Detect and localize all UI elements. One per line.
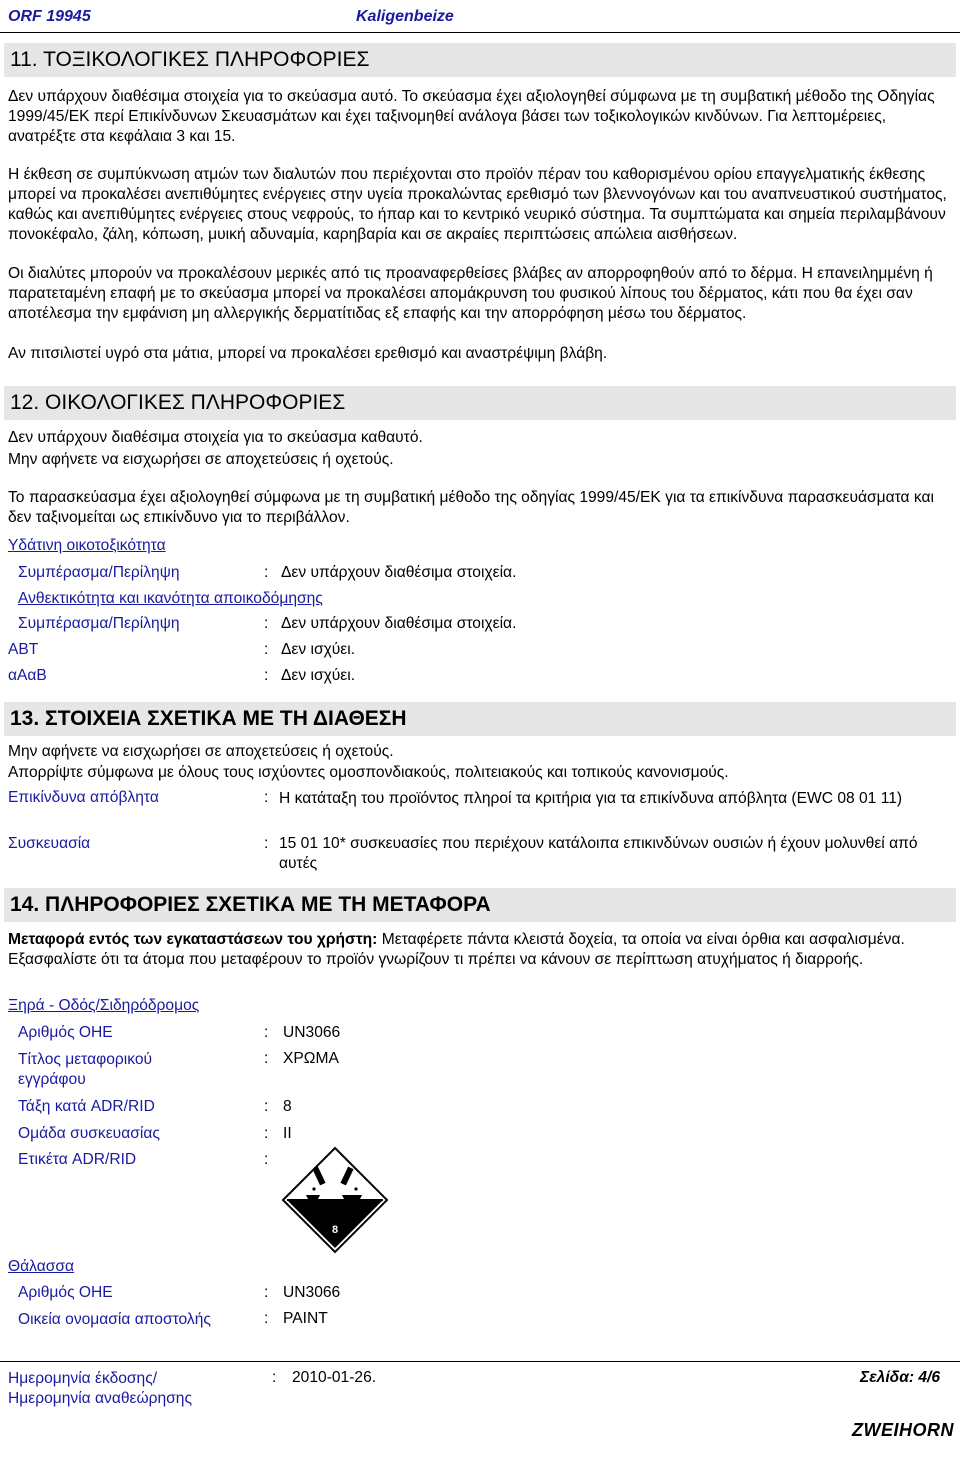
proper-shipping-name-label: Οικεία ονομασία αποστολής	[18, 1311, 211, 1328]
corrosive-pictogram	[280, 1145, 390, 1255]
vpvb-label: αΑαΒ	[8, 667, 47, 684]
corrosive-diamond-icon	[280, 1145, 390, 1255]
aquatic-ecotoxicity-heading: Υδάτινη οικοτοξικότητα	[8, 537, 166, 554]
un-number-value: UN3066	[283, 1024, 341, 1041]
zweihorn-logo: ZWEIHORN	[852, 1420, 954, 1440]
on-site-transport-label: Μεταφορά εντός των εγκαταστάσεων του χρήστη:	[8, 931, 378, 948]
footer-divider	[0, 1361, 960, 1362]
colon: :	[264, 1098, 269, 1115]
colon: :	[264, 1050, 269, 1067]
land-transport-heading: Ξηρά - Οδός/Σιδηρόδρομος	[8, 997, 200, 1014]
hazardous-waste-label: Επικίνδυνα απόβλητα	[8, 789, 159, 806]
packing-group-value: II	[283, 1125, 292, 1142]
colon: :	[264, 1310, 269, 1327]
vpvb-value: Δεν ισχύει.	[281, 667, 356, 684]
hazard-class-number: 8	[331, 1224, 339, 1236]
section-13-title: 13. ΣΤΟΙΧΕΙΑ ΣΧΕΤΙΚΑ ΜΕ ΤΗ ΔΙΑΘΕΣΗ	[4, 702, 956, 736]
conclusion-value-1: Δεν υπάρχουν διαθέσιμα στοιχεία.	[281, 564, 517, 581]
page-number: Σελίδα: 4/6	[860, 1369, 941, 1386]
packing-group-label: Ομάδα συσκευασίας	[18, 1125, 160, 1142]
sea-un-number-value: UN3066	[283, 1284, 341, 1301]
shipping-doc-title-label: Τίτλος μεταφορικού εγγράφου	[18, 1051, 153, 1088]
adr-class-value: 8	[283, 1098, 292, 1115]
colon: :	[264, 835, 269, 852]
section-11-title: 11. ΤΟΞΙΚΟΛΟΓΙΚΕΣ ΠΛΗΡΟΦΟΡΙΕΣ	[4, 43, 956, 77]
section-14-title: 14. ΠΛΗΡΟΦΟΡΙΕΣ ΣΧΕΤΙΚΑ ΜΕ ΤΗ ΜΕΤΑΦΟΡΑ	[4, 888, 956, 922]
pbt-label: ΑΒΤ	[8, 641, 39, 658]
sec11-paragraph-2: Η έκθεση σε συμπύκνωση ατμών των διαλυτών που περιέχονται στο προϊόν πέραν του καθορισμένου ορίου επαγγελματικής έκθεσης μπορεί να προκαλέσει ανεπιθύμητες ενέργειες στην υγεία προκαλώντας ερεθισμό των βλεννογόνων και του αναπνευστικού συστήματος, καθώς και ανεπιθύμητες ενέργειες στους νεφρούς, το ήπαρ και το κεντρικό νευρικό σύστημα. Τα συμπτώματα και σημεία περιλαμβάνουν πονοκέφαλο, ζάλη, κόπωση, μυική αδυναμία, καρηβαρία και σε ακραίες περιπτώσεις απώλεια αισθήσεων.	[8, 166, 947, 243]
sea-un-number-label: Αριθμός ΟΗΕ	[18, 1284, 113, 1301]
header-divider	[0, 32, 960, 33]
adr-class-label: Τάξη κατά ADR/RID	[18, 1098, 155, 1115]
colon: :	[264, 564, 269, 581]
sec13-paragraph-1: Μην αφήνετε να εισχωρήσει σε αποχετεύσεις ή οχετούς.	[8, 743, 394, 760]
date-value: 2010-01-26.	[292, 1369, 377, 1386]
on-site-transport-text: Μεταφέρετε πάντα κλειστά δοχεία, τα οποία να είναι όρθια και ασφαλισμένα. Εξασφαλίστε ότι τα άτομα που μεταφέρουν το προϊόν γνωρίζουν τι πρέπει να κάνουν σε περίπτωση ατυχήματος ή διαρροής.	[8, 931, 905, 968]
sec12-paragraph-3: Το παρασκεύασμα έχει αξιολογηθεί σύμφωνα με τη συμβατική μέθοδο της οδηγίας 1999/45/ΕΚ για τα επικίνδυνα παρασκευάσματα και δεν ταξινομείται ως επικίνδυνο για το περιβάλλον.	[8, 489, 934, 526]
sec12-paragraph-2: Μην αφήνετε να εισχωρήσει σε αποχετεύσεις ή οχετούς.	[8, 451, 394, 468]
product-code: ORF 19945	[8, 8, 91, 25]
sea-transport-heading: Θάλασσα	[8, 1258, 74, 1275]
colon: :	[264, 667, 269, 684]
hazardous-waste-value: Η κατάταξη του προϊόντος πληροί τα κριτήρια για τα επικίνδυνα απόβλητα (EWC 08 01 11)	[279, 790, 903, 807]
conclusion-label-2: Συμπέρασμα/Περίληψη	[18, 615, 180, 632]
on-site-transport-paragraph	[8, 930, 948, 970]
colon: :	[264, 1284, 269, 1301]
shipping-doc-title-value: ΧΡΩΜΑ	[283, 1050, 339, 1067]
colon: :	[272, 1369, 277, 1386]
persistence-heading: Ανθεκτικότητα και ικανότητα αποικοδόμησης	[18, 590, 323, 607]
sec12-paragraph-1: Δεν υπάρχουν διαθέσιμα στοιχεία για το σκεύασμα καθαυτό.	[8, 429, 423, 446]
section-12-title: 12. ΟΙΚΟΛΟΓΙΚΕΣ ΠΛΗΡΟΦΟΡΙΕΣ	[4, 386, 956, 420]
packaging-value: 15 01 10* συσκευασίες που περιέχουν κατάλοιπα επικινδύνων ουσιών ή έχουν μολυνθεί από αυτές	[279, 835, 918, 872]
adr-label-label: Ετικέτα ADR/RID	[18, 1151, 137, 1168]
sec11-paragraph-4: Αν πιτσιλιστεί υγρό στα μάτια, μπορεί να προκαλέσει ερεθισμό και αναστρέψιμη βλάβη.	[8, 345, 608, 362]
colon: :	[264, 641, 269, 658]
conclusion-value-2: Δεν υπάρχουν διαθέσιμα στοιχεία.	[281, 615, 517, 632]
sec13-paragraph-2: Απορρίψτε σύμφωνα με όλους τους ισχύοντες ομοσπονδιακούς, πολιτειακούς και τοπικούς κανονισμούς.	[8, 764, 729, 781]
conclusion-label-1: Συμπέρασμα/Περίληψη	[18, 564, 180, 581]
product-name: Kaligenbeize	[356, 8, 454, 25]
colon: :	[264, 1024, 269, 1041]
sec11-paragraph-1: Δεν υπάρχουν διαθέσιμα στοιχεία για το σκεύασμα αυτό. Το σκεύασμα έχει αξιολογηθεί σύμφωνα με τη συμβατική μέθοδο της Οδηγίας 1999/45/ΕΚ περί Επικίνδυνων Σκευασμάτων και έχει ταξινομηθεί ανάλογα βάσει των τοξικολογικών κινδύνων. Για λεπτομέρειες, ανατρέξτε στα κεφάλαια 3 και 15.	[8, 88, 935, 145]
colon: :	[264, 1125, 269, 1142]
colon: :	[264, 789, 269, 806]
sec11-paragraph-3: Οι διαλύτες μπορούν να προκαλέσουν μερικές από τις προαναφερθείσες βλάβες αν απορροφηθούν από το δέρμα. Η επανειλημμένη ή παρατεταμένη επαφή με το σκεύασμα μπορεί να προκαλέσει απομάκρυνση του φυσικού λίπους του δέρματος, κάτι που θα έχει σαν αποτέλεσμα την εμφάνιση μη αλλεργικής δερματίτιδας εξ επαφής και την απορρόφηση μέσω του δέρματος.	[8, 265, 933, 322]
pbt-value: Δεν ισχύει.	[281, 641, 356, 658]
proper-shipping-name-value: PAINT	[283, 1310, 328, 1327]
colon: :	[264, 1151, 269, 1168]
packaging-label: Συσκευασία	[8, 835, 91, 852]
date-label: Ημερομηνία έκδοσης/Ημερομηνία αναθεώρησης	[8, 1370, 192, 1407]
colon: :	[264, 615, 269, 632]
un-number-label: Αριθμός ΟΗΕ	[18, 1024, 113, 1041]
